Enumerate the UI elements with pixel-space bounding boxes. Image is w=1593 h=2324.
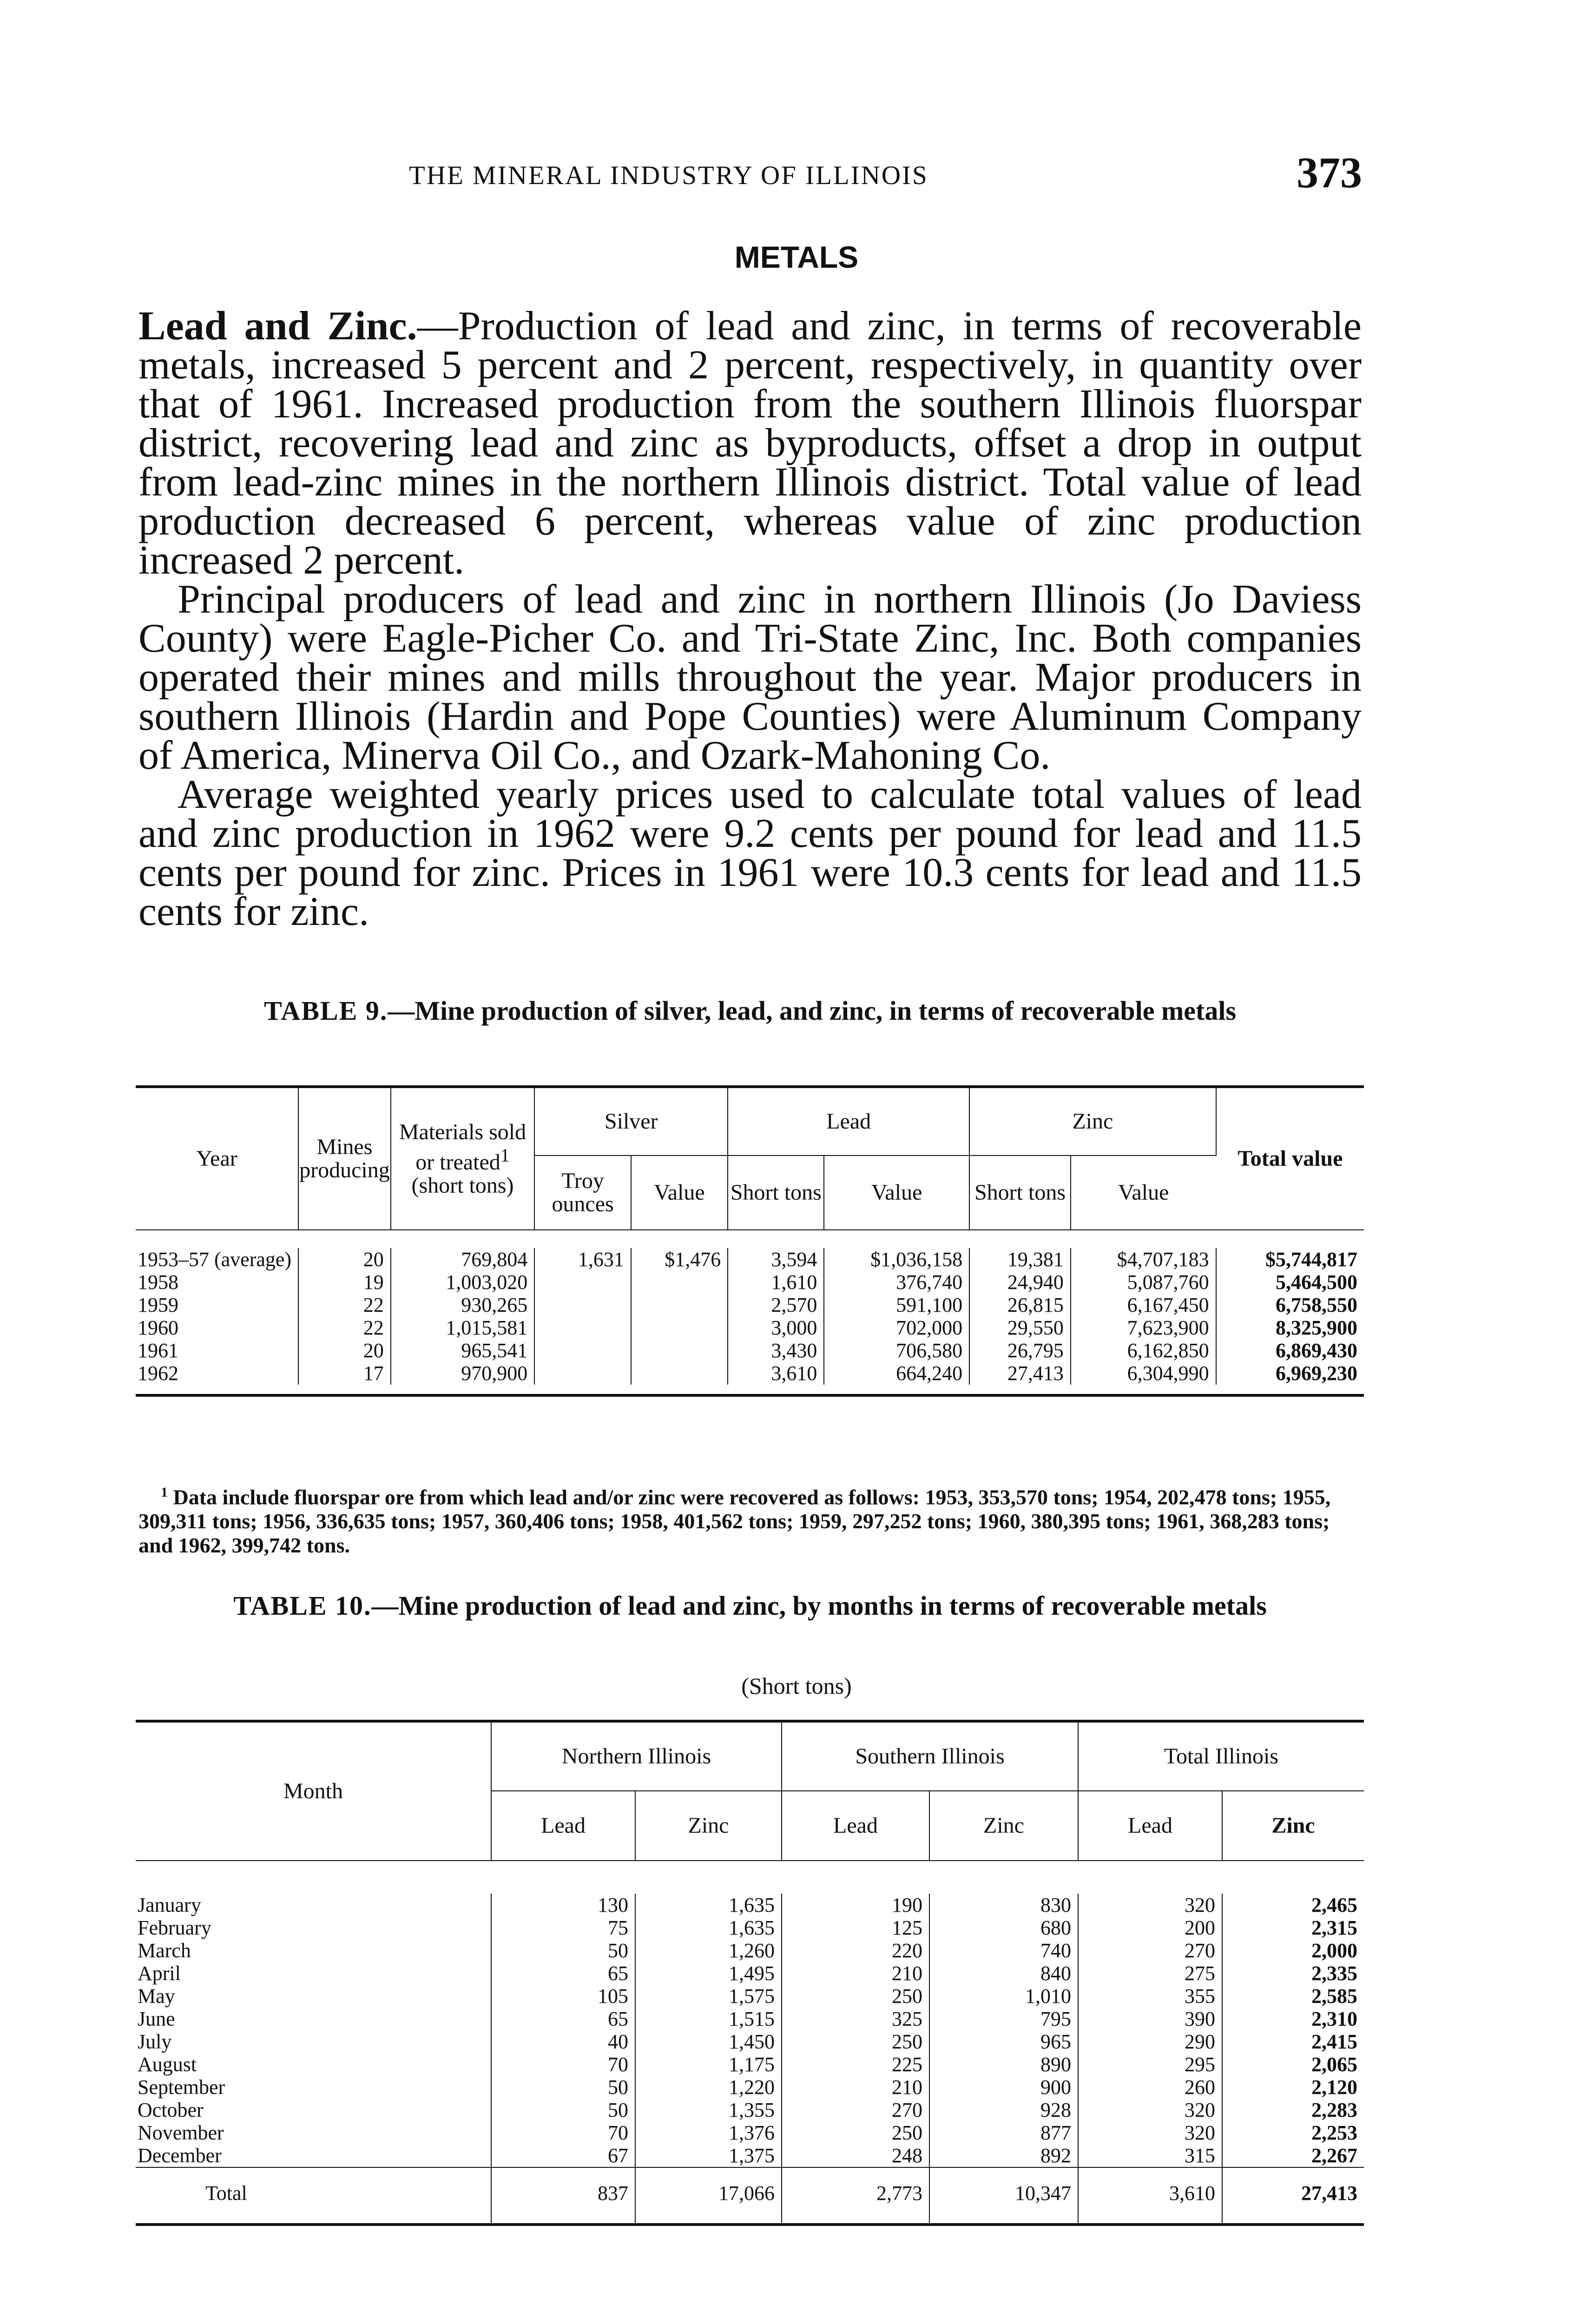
table10-cell-month: September bbox=[136, 2076, 491, 2099]
table10-cell-n-lead: 75 bbox=[491, 1916, 635, 1939]
table10-cell-n-lead: 65 bbox=[491, 2007, 635, 2030]
table10-cell-s-zinc: 877 bbox=[929, 2121, 1078, 2144]
table9-bottom-spacer bbox=[136, 1385, 1364, 1395]
table10-cell-n-lead: 67 bbox=[491, 2144, 635, 2167]
table10-cell-s-lead: 190 bbox=[782, 1894, 929, 1916]
table10-cell-s-zinc: 680 bbox=[929, 1916, 1078, 1939]
table10-cell-s-zinc: 928 bbox=[929, 2099, 1078, 2121]
table10-cell-t-zinc: 2,315 bbox=[1311, 1916, 1357, 1939]
table10-label: TABLE 10. bbox=[233, 1591, 372, 1621]
table10-header-t-lead: Lead bbox=[1078, 1791, 1222, 1861]
table9-header-year: Year bbox=[136, 1087, 298, 1230]
table10-total-n-lead: 837 bbox=[491, 2167, 635, 2225]
table10-cell-t-lead: 270 bbox=[1078, 1939, 1222, 1962]
table9-header-troy: Troy ounces bbox=[534, 1155, 631, 1230]
paragraph-1-text: —Production of lead and zinc, in terms of recoverable metals, increased 5 percent and 2 percent, respectively, in quantity over that of 1961. Increased production from the southern Illinois fluorspar district, recovering lead and zinc as byproducts, offset a drop in output from lead-zinc mines in the northern Illinois district. Total value of lead production decreased 6 percent, whereas value of zinc production increased 2 percent. bbox=[138, 304, 1362, 583]
table9-row bbox=[136, 1271, 1364, 1294]
table10-cell-s-lead: 210 bbox=[782, 1962, 929, 1985]
table9-body bbox=[136, 1248, 1364, 1385]
table9-cell-materials: 769,804 bbox=[391, 1248, 535, 1271]
table10-row bbox=[136, 1894, 1364, 1916]
table10-cell-t-zinc: 2,335 bbox=[1311, 1962, 1357, 1985]
section-title: METALS bbox=[734, 240, 859, 274]
table10-cell-n-zinc: 1,355 bbox=[635, 2099, 782, 2121]
table10-cell-n-lead: 50 bbox=[491, 2099, 635, 2121]
table10-row bbox=[136, 1916, 1364, 1939]
table10-header-month: Month bbox=[136, 1721, 491, 1861]
table9-cell-materials: 970,900 bbox=[391, 1362, 535, 1385]
table9-cell-zinc-value: $4,707,183 bbox=[1071, 1248, 1216, 1271]
table10-cell-t-zinc: 2,065 bbox=[1311, 2053, 1357, 2076]
table9-cell-silver-oz bbox=[534, 1362, 631, 1385]
table9-cell-lead-tons: 3,610 bbox=[728, 1362, 824, 1385]
table10-cell-month: October bbox=[136, 2099, 491, 2121]
table10-row bbox=[136, 2121, 1364, 2144]
table10-cell-t-lead: 320 bbox=[1078, 1894, 1222, 1916]
table9-cell-zinc-tons: 26,795 bbox=[969, 1339, 1071, 1362]
table9-row bbox=[136, 1316, 1364, 1339]
table9-cell-silver-value bbox=[631, 1339, 728, 1362]
table9-cell-materials: 965,541 bbox=[391, 1339, 535, 1362]
table10-total-s-lead: 2,773 bbox=[782, 2167, 929, 2225]
table10-cell-s-zinc: 830 bbox=[929, 1894, 1078, 1916]
table10-total-n-zinc: 17,066 bbox=[635, 2167, 782, 2225]
table10-row bbox=[136, 2144, 1364, 2167]
table9-cell-materials: 930,265 bbox=[391, 1294, 535, 1316]
table10-cell-t-lead: 315 bbox=[1078, 2144, 1222, 2167]
table9-header-total: Total value bbox=[1216, 1087, 1364, 1230]
table10-cell-t-lead: 200 bbox=[1078, 1916, 1222, 1939]
table10-cell-t-lead: 320 bbox=[1078, 2121, 1222, 2144]
table9-cell-total: 6,758,550 bbox=[1276, 1294, 1357, 1316]
table9-cell-lead-value: 706,580 bbox=[824, 1339, 969, 1362]
table10-header-n-lead: Lead bbox=[491, 1791, 635, 1861]
table9-cell-zinc-tons: 29,550 bbox=[969, 1316, 1071, 1339]
table10-cell-n-lead: 105 bbox=[491, 1985, 635, 2007]
table9-header-zinc: Zinc bbox=[969, 1087, 1216, 1155]
table10-cell-s-zinc: 740 bbox=[929, 1939, 1078, 1962]
table9-cell-mines: 20 bbox=[298, 1339, 391, 1362]
table9-header-lead-value: Value bbox=[824, 1155, 969, 1230]
table10-cell-t-zinc: 2,465 bbox=[1311, 1894, 1357, 1916]
table9-cell-zinc-tons: 26,815 bbox=[969, 1294, 1071, 1316]
table9-row bbox=[136, 1248, 1364, 1271]
table9-header-mines: Mines producing bbox=[298, 1087, 391, 1230]
table10-header-s-lead: Lead bbox=[782, 1791, 929, 1861]
table9-cell-year: 1959 bbox=[136, 1294, 298, 1316]
table10-cell-month: June bbox=[136, 2007, 491, 2030]
table9-cell-lead-value: 664,240 bbox=[824, 1362, 969, 1385]
table9-cell-mines: 22 bbox=[298, 1294, 391, 1316]
table10-row bbox=[136, 2099, 1364, 2121]
table9-header-materials bbox=[391, 1087, 535, 1230]
table10-cell-s-zinc: 900 bbox=[929, 2076, 1078, 2099]
table10-caption bbox=[138, 1590, 1362, 1622]
table9-header-materials-unit: (short tons) bbox=[411, 1173, 514, 1198]
table9-cell-silver-oz bbox=[534, 1294, 631, 1316]
table10-cell-month: November bbox=[136, 2121, 491, 2144]
table9-cell-zinc-value: 5,087,760 bbox=[1071, 1271, 1216, 1294]
table10-unit: (Short tons) bbox=[741, 1673, 852, 1699]
table9-cell-year: 1962 bbox=[136, 1362, 298, 1385]
table9-cell-mines: 17 bbox=[298, 1362, 391, 1385]
table10-header-northern: Northern Illinois bbox=[491, 1721, 782, 1791]
table9-label: TABLE 9. bbox=[263, 996, 388, 1026]
table9-cell-total: 5,464,500 bbox=[1276, 1271, 1357, 1294]
table10-caption-text: —Mine production of lead and zinc, by months in terms of recoverable metals bbox=[371, 1591, 1267, 1621]
table10-row bbox=[136, 2007, 1364, 2030]
table10-cell-n-lead: 50 bbox=[491, 2076, 635, 2099]
table9-cell-zinc-value: 6,167,450 bbox=[1071, 1294, 1216, 1316]
runin-heading: Lead and Zinc. bbox=[138, 304, 417, 349]
table10-cell-s-lead: 270 bbox=[782, 2099, 929, 2121]
table9-footnote-text: Data include fluorspar ore from which lead and/or zinc were recovered as follows: 1953, 353,570 tons; 1954, 202,478 tons; 1955, 309,311 tons; 1956, 336,635 tons; 1957, 360,406 tons; 1958, 401,562 tons; 1959, 297,252 tons; 1960, 380,395 tons; 1961, 368,283 tons; and 1962, 399,742 tons. bbox=[138, 1485, 1331, 1558]
table9-cell-lead-value: 591,100 bbox=[824, 1294, 969, 1316]
table10-cell-t-zinc: 2,267 bbox=[1311, 2144, 1357, 2167]
table9-caption-text: —Mine production of silver, lead, and zinc, in terms of recoverable metals bbox=[388, 996, 1237, 1026]
table9-cell-lead-value: 376,740 bbox=[824, 1271, 969, 1294]
table9 bbox=[136, 1085, 1364, 1397]
table10-row bbox=[136, 1985, 1364, 2007]
table9-cell-total: $5,744,817 bbox=[1265, 1248, 1357, 1271]
table9-header-materials-label: Materials sold or treated bbox=[399, 1119, 527, 1175]
table10-cell-t-zinc: 2,585 bbox=[1311, 1985, 1357, 2007]
table9-cell-silver-value bbox=[631, 1271, 728, 1294]
table9-cell-zinc-value: 6,162,850 bbox=[1071, 1339, 1216, 1362]
table9-header-silver: Silver bbox=[534, 1087, 728, 1155]
table10-cell-t-zinc: 2,415 bbox=[1311, 2030, 1357, 2053]
table9-cell-silver-value: $1,476 bbox=[631, 1248, 728, 1271]
table10-cell-s-lead: 210 bbox=[782, 2076, 929, 2099]
table10-cell-month: August bbox=[136, 2053, 491, 2076]
table10-cell-n-zinc: 1,260 bbox=[635, 1939, 782, 1962]
table10-row bbox=[136, 1962, 1364, 1985]
running-head: THE MINERAL INDUSTRY OF ILLINOIS bbox=[409, 161, 928, 190]
table10-cell-t-zinc: 2,120 bbox=[1311, 2076, 1357, 2099]
table10-cell-s-zinc: 840 bbox=[929, 1962, 1078, 1985]
table10-cell-s-zinc: 795 bbox=[929, 2007, 1078, 2030]
table10-cell-n-zinc: 1,220 bbox=[635, 2076, 782, 2099]
table10-cell-month: July bbox=[136, 2030, 491, 2053]
table10-total-t-zinc: 27,413 bbox=[1222, 2167, 1364, 2225]
table9-cell-lead-tons: 3,594 bbox=[728, 1248, 824, 1271]
table10-cell-n-zinc: 1,450 bbox=[635, 2030, 782, 2053]
table10-cell-s-zinc: 965 bbox=[929, 2030, 1078, 2053]
table9-footnote-mark: 1 bbox=[161, 1485, 168, 1500]
table10-cell-t-zinc: 2,000 bbox=[1311, 1939, 1357, 1962]
table9-header-lead-tons: Short tons bbox=[728, 1155, 824, 1230]
table10-cell-n-lead: 130 bbox=[491, 1894, 635, 1916]
table10-cell-s-lead: 125 bbox=[782, 1916, 929, 1939]
table10-header-t-zinc: Zinc bbox=[1222, 1791, 1364, 1861]
table10-cell-s-zinc: 890 bbox=[929, 2053, 1078, 2076]
paragraph-1 bbox=[138, 304, 1362, 583]
table10-row bbox=[136, 2076, 1364, 2099]
table10-cell-n-lead: 50 bbox=[491, 1939, 635, 1962]
table9-cell-year: 1961 bbox=[136, 1339, 298, 1362]
table10-cell-t-lead: 295 bbox=[1078, 2053, 1222, 2076]
table10-cell-month: January bbox=[136, 1894, 491, 1916]
table10-total-s-zinc: 10,347 bbox=[929, 2167, 1078, 2225]
table10-cell-month: March bbox=[136, 1939, 491, 1962]
table9-cell-zinc-tons: 27,413 bbox=[969, 1362, 1071, 1385]
table9-cell-silver-oz bbox=[534, 1271, 631, 1294]
table10-total-row bbox=[136, 2167, 1364, 2225]
table10-cell-month: April bbox=[136, 1962, 491, 1985]
table10-cell-s-lead: 250 bbox=[782, 2030, 929, 2053]
table10-cell-s-lead: 248 bbox=[782, 2144, 929, 2167]
table10-cell-n-zinc: 1,375 bbox=[635, 2144, 782, 2167]
table10-spacer bbox=[136, 1861, 1364, 1894]
table10-cell-n-zinc: 1,175 bbox=[635, 2053, 782, 2076]
table10-cell-s-lead: 220 bbox=[782, 1939, 929, 1962]
table9-cell-silver-oz bbox=[534, 1339, 631, 1362]
table10-cell-s-zinc: 892 bbox=[929, 2144, 1078, 2167]
table10-cell-n-lead: 70 bbox=[491, 2053, 635, 2076]
table10-cell-s-lead: 250 bbox=[782, 2121, 929, 2144]
table10-header-n-zinc: Zinc bbox=[635, 1791, 782, 1861]
table10-header-s-zinc: Zinc bbox=[929, 1791, 1078, 1861]
table10-cell-s-zinc: 1,010 bbox=[929, 1985, 1078, 2007]
table10-cell-n-lead: 40 bbox=[491, 2030, 635, 2053]
table9-cell-mines: 19 bbox=[298, 1271, 391, 1294]
paragraph-2: Principal producers of lead and zinc in northern Illinois (Jo Daviess County) were Eagle-Picher Co. and Tri-State Zinc, Inc. Both companies operated their mines and mills throughout the year. Major producers in southern Illinois (Hardin and Pope Counties) were Aluminum Company of America, Minerva Oil Co., and Ozark-Mahoning Co. bbox=[138, 577, 1362, 778]
table10-cell-t-lead: 355 bbox=[1078, 1985, 1222, 2007]
table9-cell-year: 1960 bbox=[136, 1316, 298, 1339]
table10-cell-t-lead: 260 bbox=[1078, 2076, 1222, 2099]
table9-cell-silver-oz bbox=[534, 1316, 631, 1339]
table9-cell-lead-tons: 2,570 bbox=[728, 1294, 824, 1316]
table9-cell-silver-value bbox=[631, 1316, 728, 1339]
table9-cell-zinc-tons: 24,940 bbox=[969, 1271, 1071, 1294]
table9-cell-zinc-value: 6,304,990 bbox=[1071, 1362, 1216, 1385]
table9-cell-total: 8,325,900 bbox=[1276, 1316, 1357, 1339]
table10-cell-t-lead: 275 bbox=[1078, 1962, 1222, 1985]
table10-row bbox=[136, 2030, 1364, 2053]
table10-cell-n-zinc: 1,376 bbox=[635, 2121, 782, 2144]
table10-cell-t-lead: 390 bbox=[1078, 2007, 1222, 2030]
table9-cell-zinc-tons: 19,381 bbox=[969, 1248, 1071, 1271]
table9-row bbox=[136, 1294, 1364, 1316]
table9-header-zinc-value: Value bbox=[1071, 1155, 1216, 1230]
table10-row bbox=[136, 1939, 1364, 1962]
table9-cell-mines: 20 bbox=[298, 1248, 391, 1271]
table9-caption bbox=[138, 995, 1362, 1027]
table10-header-total: Total Illinois bbox=[1078, 1721, 1364, 1791]
table10 bbox=[136, 1720, 1364, 2226]
table9-cell-mines: 22 bbox=[298, 1316, 391, 1339]
table10-cell-t-lead: 320 bbox=[1078, 2099, 1222, 2121]
table10-cell-n-lead: 70 bbox=[491, 2121, 635, 2144]
table10-cell-n-zinc: 1,515 bbox=[635, 2007, 782, 2030]
table10-cell-month: February bbox=[136, 1916, 491, 1939]
table9-cell-zinc-value: 7,623,900 bbox=[1071, 1316, 1216, 1339]
table10-cell-n-lead: 65 bbox=[491, 1962, 635, 1985]
table9-cell-silver-value bbox=[631, 1362, 728, 1385]
table10-cell-s-lead: 250 bbox=[782, 1985, 929, 2007]
table9-cell-year: 1953–57 (average) bbox=[136, 1248, 298, 1271]
table9-cell-total: 6,869,430 bbox=[1276, 1339, 1357, 1362]
table9-cell-silver-value bbox=[631, 1294, 728, 1316]
table10-cell-s-lead: 225 bbox=[782, 2053, 929, 2076]
page-number: 373 bbox=[1297, 149, 1362, 197]
table10-cell-n-zinc: 1,575 bbox=[635, 1985, 782, 2007]
table10-cell-t-lead: 290 bbox=[1078, 2030, 1222, 2053]
table10-total-t-lead: 3,610 bbox=[1078, 2167, 1222, 2225]
table10-cell-s-lead: 325 bbox=[782, 2007, 929, 2030]
table9-cell-total: 6,969,230 bbox=[1276, 1362, 1357, 1385]
table9-row bbox=[136, 1339, 1364, 1362]
table10-cell-n-zinc: 1,495 bbox=[635, 1962, 782, 1985]
body-text bbox=[138, 304, 1362, 934]
table9-header-materials-note: 1 bbox=[500, 1144, 510, 1166]
table10-total-label: Total bbox=[136, 2167, 491, 2225]
table9-cell-silver-oz: 1,631 bbox=[534, 1248, 631, 1271]
table9-cell-materials: 1,015,581 bbox=[391, 1316, 535, 1339]
table10-cell-month: May bbox=[136, 1985, 491, 2007]
table10-cell-n-zinc: 1,635 bbox=[635, 1894, 782, 1916]
table10-cell-t-zinc: 2,310 bbox=[1311, 2007, 1357, 2030]
table9-row bbox=[136, 1362, 1364, 1385]
table10-row bbox=[136, 2053, 1364, 2076]
table9-cell-materials: 1,003,020 bbox=[391, 1271, 535, 1294]
table10-cell-t-zinc: 2,283 bbox=[1311, 2099, 1357, 2121]
table9-cell-lead-tons: 1,610 bbox=[728, 1271, 824, 1294]
table9-footnote bbox=[138, 1480, 1362, 1558]
paragraph-3: Average weighted yearly prices used to calculate total values of lead and zinc production in 1962 were 9.2 cents per pound for lead and 11.5 cents per pound for zinc. Prices in 1961 were 10.3 cents for lead and 11.5 cents for zinc. bbox=[138, 772, 1362, 934]
table9-cell-lead-value: $1,036,158 bbox=[824, 1248, 969, 1271]
table10-cell-t-zinc: 2,253 bbox=[1311, 2121, 1357, 2144]
table9-header-zinc-tons: Short tons bbox=[969, 1155, 1071, 1230]
table10-header-southern: Southern Illinois bbox=[782, 1721, 1078, 1791]
table10-body bbox=[136, 1894, 1364, 2225]
table9-spacer bbox=[136, 1230, 1364, 1248]
table9-header-lead: Lead bbox=[728, 1087, 969, 1155]
table10-cell-month: December bbox=[136, 2144, 491, 2167]
table9-header-silver-value: Value bbox=[631, 1155, 728, 1230]
table9-cell-lead-tons: 3,430 bbox=[728, 1339, 824, 1362]
table10-cell-n-zinc: 1,635 bbox=[635, 1916, 782, 1939]
table9-cell-year: 1958 bbox=[136, 1271, 298, 1294]
table9-cell-lead-tons: 3,000 bbox=[728, 1316, 824, 1339]
table9-cell-lead-value: 702,000 bbox=[824, 1316, 969, 1339]
